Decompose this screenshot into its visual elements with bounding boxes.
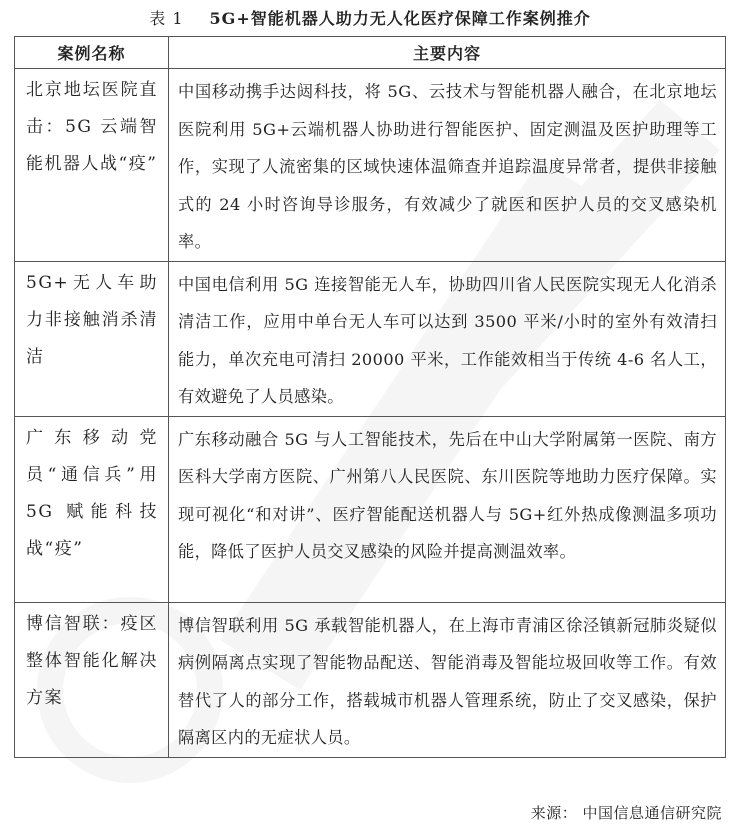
source-note: 来源： 中国信息通信研究院	[530, 804, 722, 822]
case-content-cell: 广东移动融合 5G 与人工智能技术，先后在中山大学附属第一医院、南方医科大学南方医院、广州第八人民医院、东川医院等地助力医疗保障。实现可视化“和对讲”、医疗智能配送机器人与 5G+红外热成像测温多项功能，降低了医护人员交叉感染的风险并提高测温效率。	[169, 416, 726, 602]
case-content-cell: 中国电信利用 5G 连接智能无人车，协助四川省人民医院实现无人化消杀清洁工作，应用中单台无人车可以达到 3500 平米/小时的室外有效清扫能力，单次充电可清扫 20000 平米，工作能效相当于传统 4-6 名人工，有效避免了人员感染。	[169, 261, 726, 416]
case-content-cell: 博信智联利用 5G 承载智能机器人，在上海市青浦区徐泾镇新冠肺炎疑似病例隔离点实现了智能物品配送、智能消毒及智能垃圾回收等工作。有效替代了人的部分工作，搭载城市机器人管理系统，防止了交叉感染，保护隔离区内的无症状人员。	[169, 602, 726, 757]
table-row	[15, 261, 726, 416]
case-name-cell: 北京地坛医院直击：5G 云端智能机器人战“疫”	[15, 69, 169, 262]
table-title: 5G+智能机器人助力无人化医疗保障工作案例推介	[209, 9, 591, 28]
case-content-cell: 中国移动携手达闼科技，将 5G、云技术与智能机器人融合，在北京地坛医院利用 5G+云端机器人协助进行智能医护、固定测温及医护助理等工作，实现了人流密集的区域快速体温筛查并追踪温度异常者，提供非接触式的 24 小时咨询导诊服务，有效减少了就医和医护人员的交叉感染机率。	[169, 69, 726, 262]
table-row	[15, 69, 726, 262]
table-row	[15, 416, 726, 602]
case-name-cell: 5G+无人车助力非接触消杀清洁	[15, 261, 169, 416]
table-caption	[0, 6, 740, 29]
header-main-content: 主要内容	[169, 37, 726, 69]
table-number: 表 1	[149, 9, 184, 28]
case-table	[14, 36, 726, 758]
header-case-name: 案例名称	[15, 37, 169, 69]
case-name-cell: 广东移动党员“通信兵”用 5G 赋能科技战“疫”	[15, 416, 169, 602]
table-row	[15, 602, 726, 757]
case-name-cell: 博信智联：疫区整体智能化解决方案	[15, 602, 169, 757]
table-header-row	[15, 37, 726, 69]
